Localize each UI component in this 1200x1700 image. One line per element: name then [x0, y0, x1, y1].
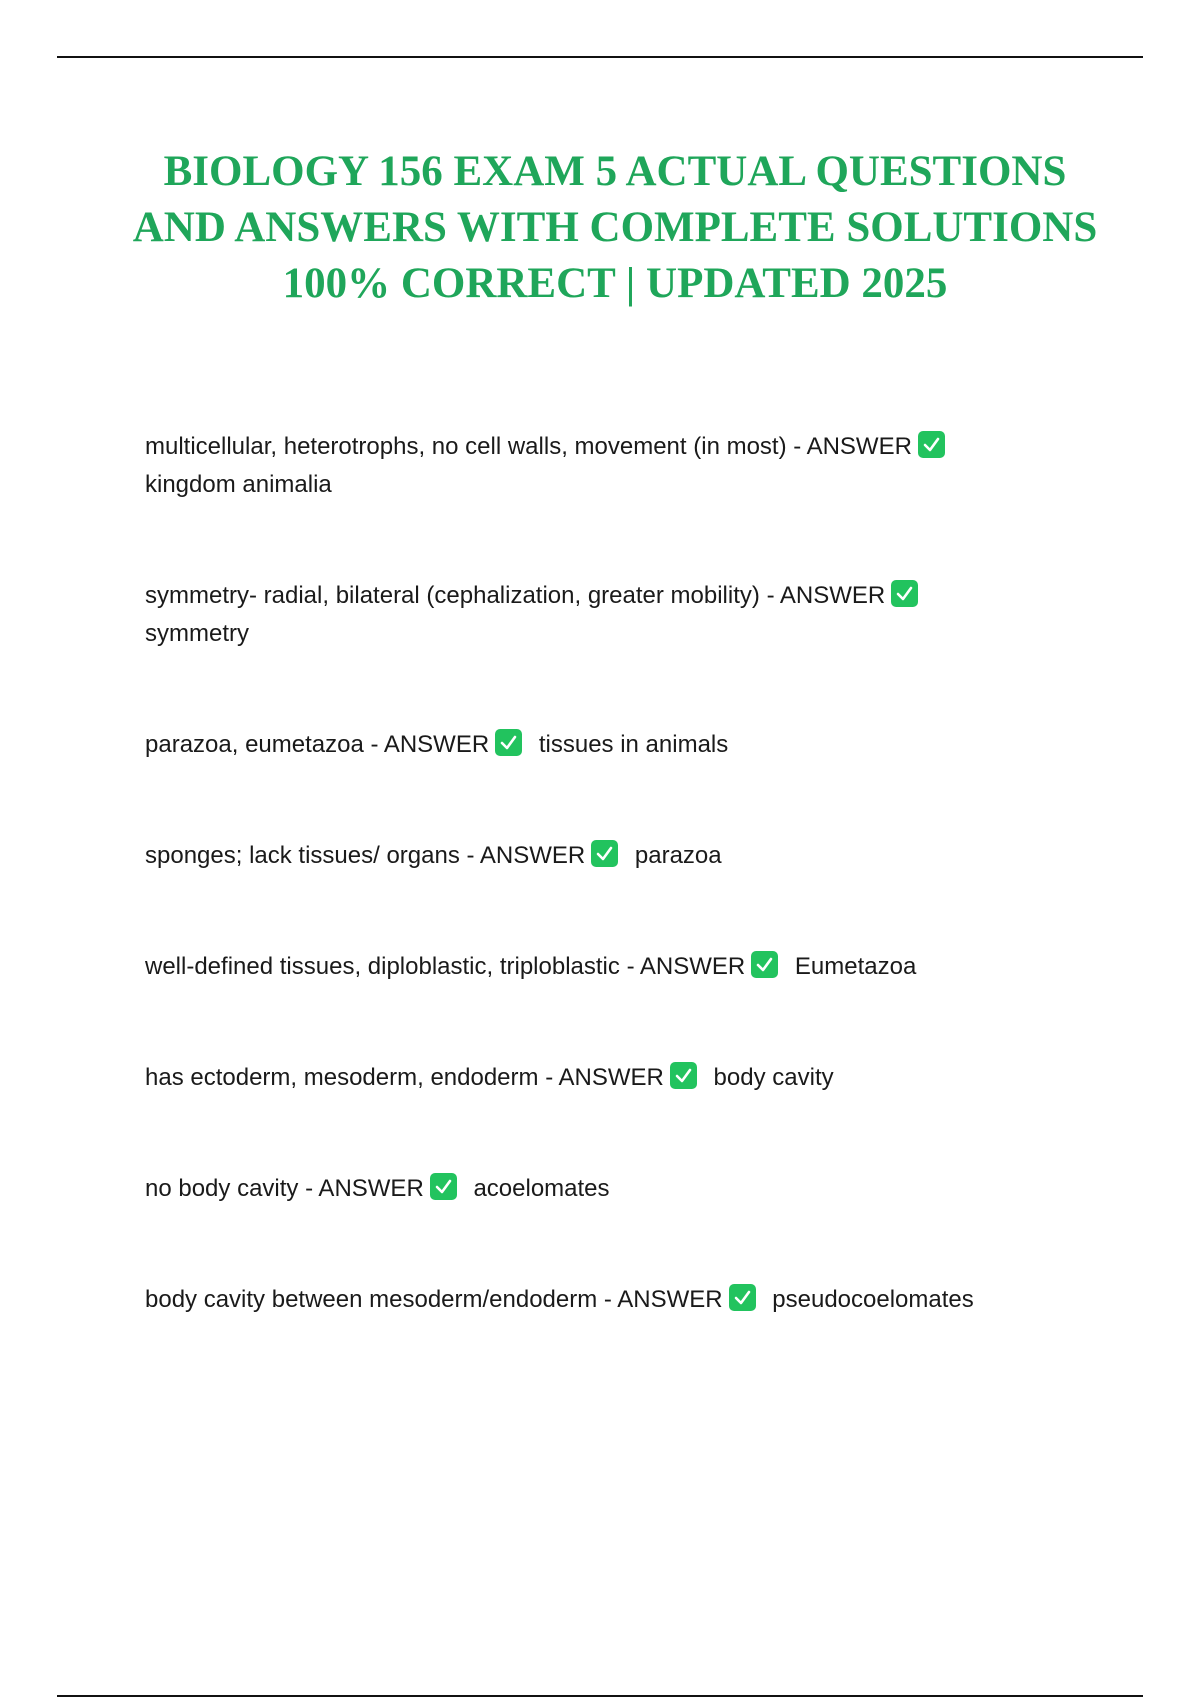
check-box-icon: [729, 1284, 756, 1311]
answer-marker: - ANSWER: [545, 1064, 664, 1091]
qa-item: [145, 726, 1075, 764]
answer-text: kingdom animalia: [145, 471, 332, 498]
answer-marker: - ANSWER: [766, 582, 886, 609]
answer-text: symmetry: [145, 620, 249, 647]
question-text: symmetry- radial, bilateral (cephalization, greater mobility): [145, 582, 760, 609]
answer-text: acoelomates: [473, 1175, 610, 1202]
answer-marker: - ANSWER: [626, 953, 746, 980]
qa-item: [145, 1281, 1075, 1319]
answer-marker: - ANSWER: [466, 842, 586, 869]
qa-item: [145, 428, 1075, 504]
bottom-divider: [57, 1695, 1143, 1697]
question-text: well-defined tissues, diploblastic, triploblastic: [145, 953, 620, 980]
answer-text: Eumetazoa: [794, 953, 917, 980]
question-text: no body cavity: [145, 1175, 299, 1202]
answer-marker: - ANSWER: [793, 433, 912, 460]
answer-text: parazoa: [634, 842, 722, 869]
check-box-icon: [670, 1062, 697, 1089]
answer-marker: - ANSWER: [603, 1286, 723, 1313]
check-box-icon: [891, 580, 918, 607]
answer-text: body cavity: [713, 1064, 834, 1091]
qa-item: [145, 1059, 1075, 1097]
document-title: BIOLOGY 156 EXAM 5 ACTUAL QUESTIONS AND ANSWERS WITH COMPLETE SOLUTIONS 100% CORRECT | UPDATED 2025: [132, 148, 1098, 307]
question-text: parazoa, eumetazoa: [145, 731, 364, 758]
answer-marker: - ANSWER: [305, 1175, 424, 1202]
question-text: has ectoderm, mesoderm, endoderm: [145, 1064, 539, 1091]
qa-item: [145, 948, 1075, 986]
answer-text: pseudocoelomates: [772, 1286, 974, 1313]
check-box-icon: [918, 431, 945, 458]
qa-item: [145, 1170, 1075, 1208]
qa-item: [145, 577, 1075, 653]
question-text: multicellular, heterotrophs, no cell walls, movement (in most): [145, 433, 787, 460]
qa-item: [145, 837, 1075, 875]
qa-list: [145, 428, 1075, 1392]
check-box-icon: [751, 951, 778, 978]
check-box-icon: [430, 1173, 457, 1200]
answer-text: tissues in animals: [538, 731, 729, 758]
question-text: sponges; lack tissues/ organs: [145, 842, 460, 869]
answer-marker: - ANSWER: [370, 731, 490, 758]
check-box-icon: [591, 840, 618, 867]
check-box-icon: [495, 729, 522, 756]
top-divider: [57, 56, 1143, 58]
question-text: body cavity between mesoderm/endoderm: [145, 1286, 598, 1313]
